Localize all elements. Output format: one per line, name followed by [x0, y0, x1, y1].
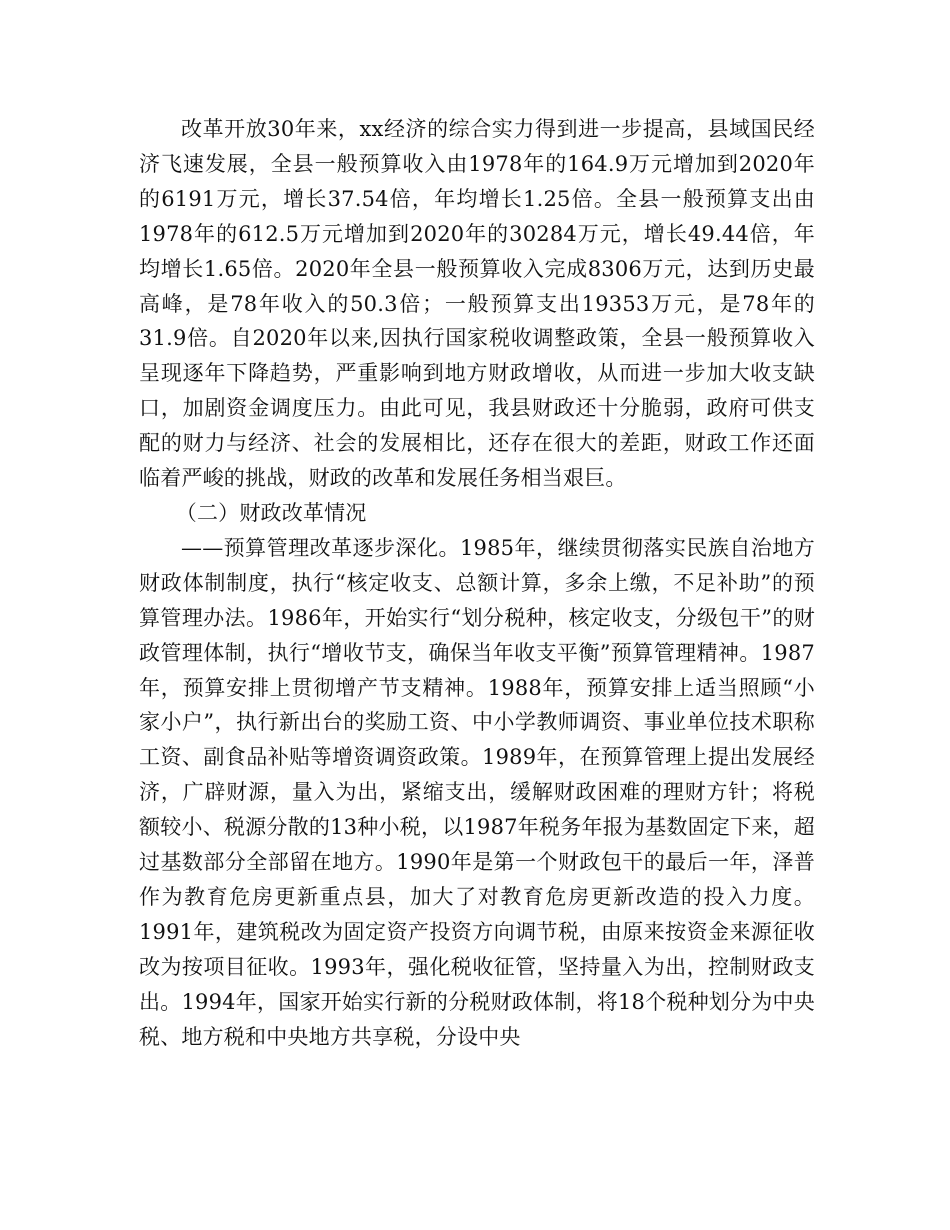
paragraph-fiscal-overview: 改革开放30年来，xx经济的综合实力得到进一步提高，县域国民经济飞速发展，全县一般预算收入由1978年的164.9万元增加到2020年的6191万元，增长37.54倍，年均增长1.25倍。全县一般预算支出由1978年的612.5万元增加到2020年的30284万元，增长49.44倍，年均增长1.65倍。2020年全县一般预算收入完成8306万元，达到历史最高峰，是78年收入的50.3倍；一般预算支出19353万元，是78年的31.9倍。自2020年以来,因执行国家税收调整政策，全县一般预算收入呈现逐年下降趋势，严重影响到地方财政增收，从而进一步加大收支缺口，加剧资金调度压力。由此可见，我县财政还十分脆弱，政府可供支配的财力与经济、社会的发展相比，还存在很大的差距，财政工作还面临着严峻的挑战，财政的改革和发展任务相当艰巨。 — [139, 117, 815, 491]
paragraph-budget-reform: ——预算管理改革逐步深化。1985年，继续贯彻落实民族自治地方财政体制制度，执行“核定收支、总额计算，多余上缴，不足补助”的预算管理办法。1986年，开始实行“划分税种，核定收支，分级包干”的财政管理体制，执行“增收节支，确保当年收支平衡”预算管理精神。1987年，预算安排上贯彻增产节支精神。1988年，预算安排上适当照顾“小家小户”，执行新出台的奖励工资、中小学教师调资、事业单位技术职称工资、副食品补贴等增资调资政策。1989年，在预算管理上提出发展经济，广辟财源，量入为出，紧缩支出，缓解财政困难的理财方针；将税额较小、税源分散的13种小税，以1987年税务年报为基数固定下来，超过基数部分全部留在地方。1990年是第一个财政包干的最后一年，泽普作为教育危房更新重点县，加大了对教育危房更新改造的投入力度。1991年，建筑税改为固定资产投资方向调节税，由原来按资金来源征收改为按项目征收。1993年，强化税收征管，坚持量入为出，控制财政支出。1994年，国家开始实行新的分税财政体制，将18个税种划分为中央税、地方税和中央地方共享税，分设中央 — [139, 535, 815, 1049]
section-heading-fiscal-reform: （二）财政改革情况 — [175, 500, 367, 525]
document-body — [139, 112, 815, 1054]
